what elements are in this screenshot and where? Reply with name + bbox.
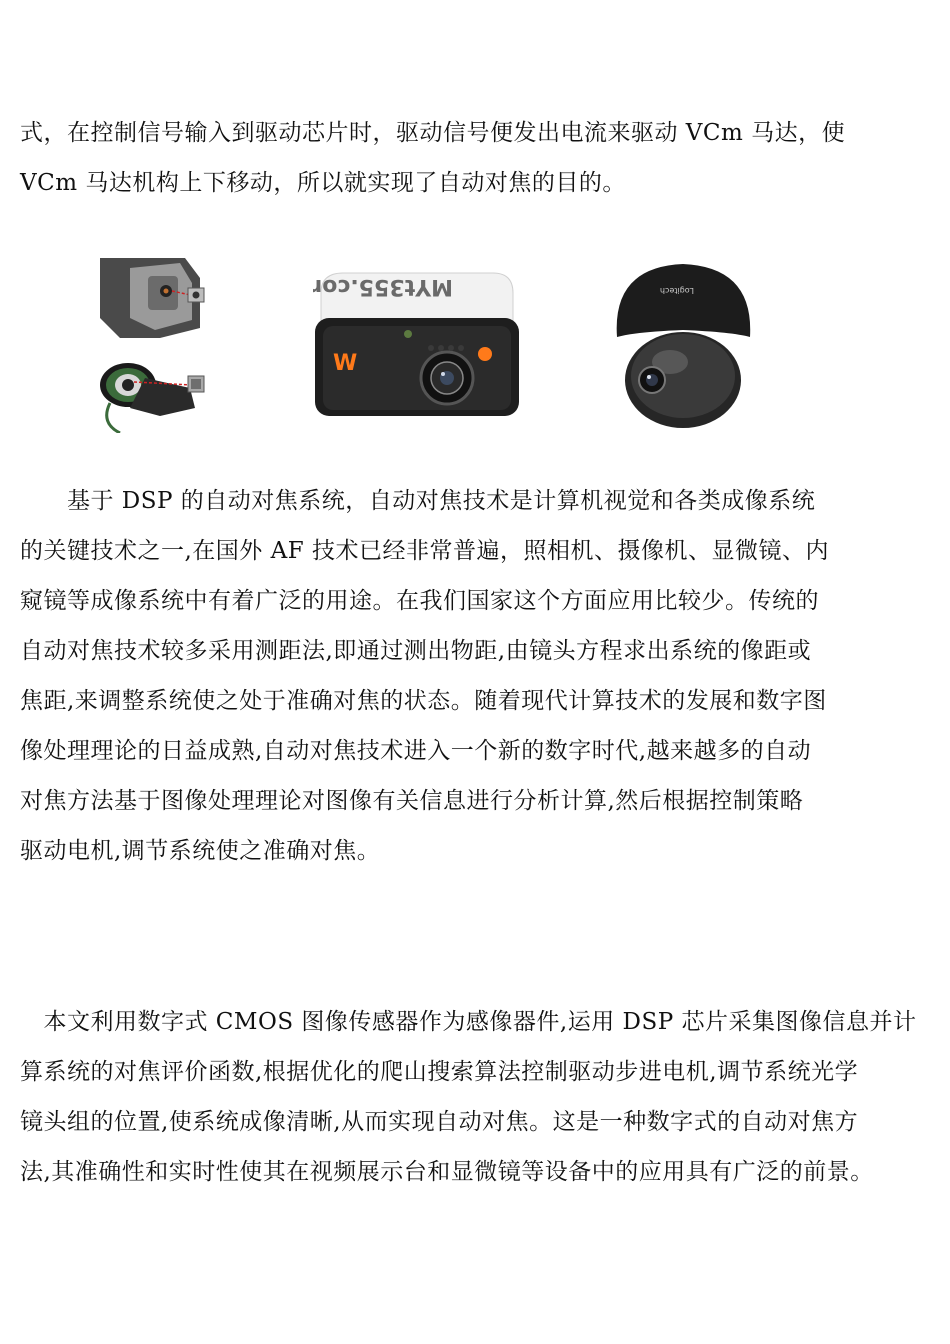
text-line: 本文利用数字式 CMOS 图像传感器作为感像器件,运用 DSP 芯片采集图像信息并计 bbox=[20, 1009, 917, 1035]
watermark-text: MYt355.com bbox=[313, 274, 453, 299]
text-line: 算系统的对焦评价函数,根据优化的爬山搜索算法控制驱动步进电机,调节系统光学 bbox=[20, 1059, 859, 1085]
text-line: 基于 DSP 的自动对焦系统，自动对焦技术是计算机视觉和各类成像系统 bbox=[20, 488, 816, 514]
webcam-vcm-image bbox=[100, 258, 205, 433]
text-line: 式，在控制信号输入到驱动芯片时，驱动信号便发出电流来驱动 VCm 马达，使 bbox=[20, 120, 846, 146]
paragraph-1 bbox=[20, 108, 900, 208]
svg-text:W: W bbox=[333, 351, 358, 376]
text-line: 法,其准确性和实时性使其在视频展示台和显微镜等设备中的应用具有广泛的前景。 bbox=[20, 1159, 874, 1185]
text-line: 窥镜等成像系统中有着广泛的用途。在我们国家这个方面应用比较少。传统的 bbox=[20, 588, 819, 614]
text-line: 镜头组的位置,使系统成像清晰,从而实现自动对焦。这是一种数字式的自动对焦方 bbox=[20, 1109, 859, 1135]
phone-camera-image bbox=[313, 268, 521, 418]
dome-camera-image bbox=[612, 262, 755, 430]
paragraph-2 bbox=[20, 476, 900, 876]
text-line: 对焦方法基于图像处理理论对图像有关信息进行分析计算,然后根据控制策略 bbox=[20, 788, 804, 814]
text-line: 焦距,来调整系统使之处于准确对焦的状态。随着现代计算技术的发展和数字图 bbox=[20, 688, 827, 714]
text-line: 自动对焦技术较多采用测距法,即通过测出物距,由镜头方程求出系统的像距或 bbox=[20, 638, 812, 664]
text-line: 的关键技术之一,在国外 AF 技术已经非常普遍，照相机、摄像机、显微镜、内 bbox=[20, 538, 830, 564]
dome-brand-text: Logitech bbox=[659, 286, 694, 295]
text-line: VCm 马达机构上下移动，所以就实现了自动对焦的目的。 bbox=[20, 170, 626, 196]
paragraph-3 bbox=[20, 997, 917, 1197]
text-line: 像处理理论的日益成熟,自动对焦技术进入一个新的数字时代,越来越多的自动 bbox=[20, 738, 812, 764]
text-line: 驱动电机,调节系统使之准确对焦。 bbox=[20, 838, 381, 864]
